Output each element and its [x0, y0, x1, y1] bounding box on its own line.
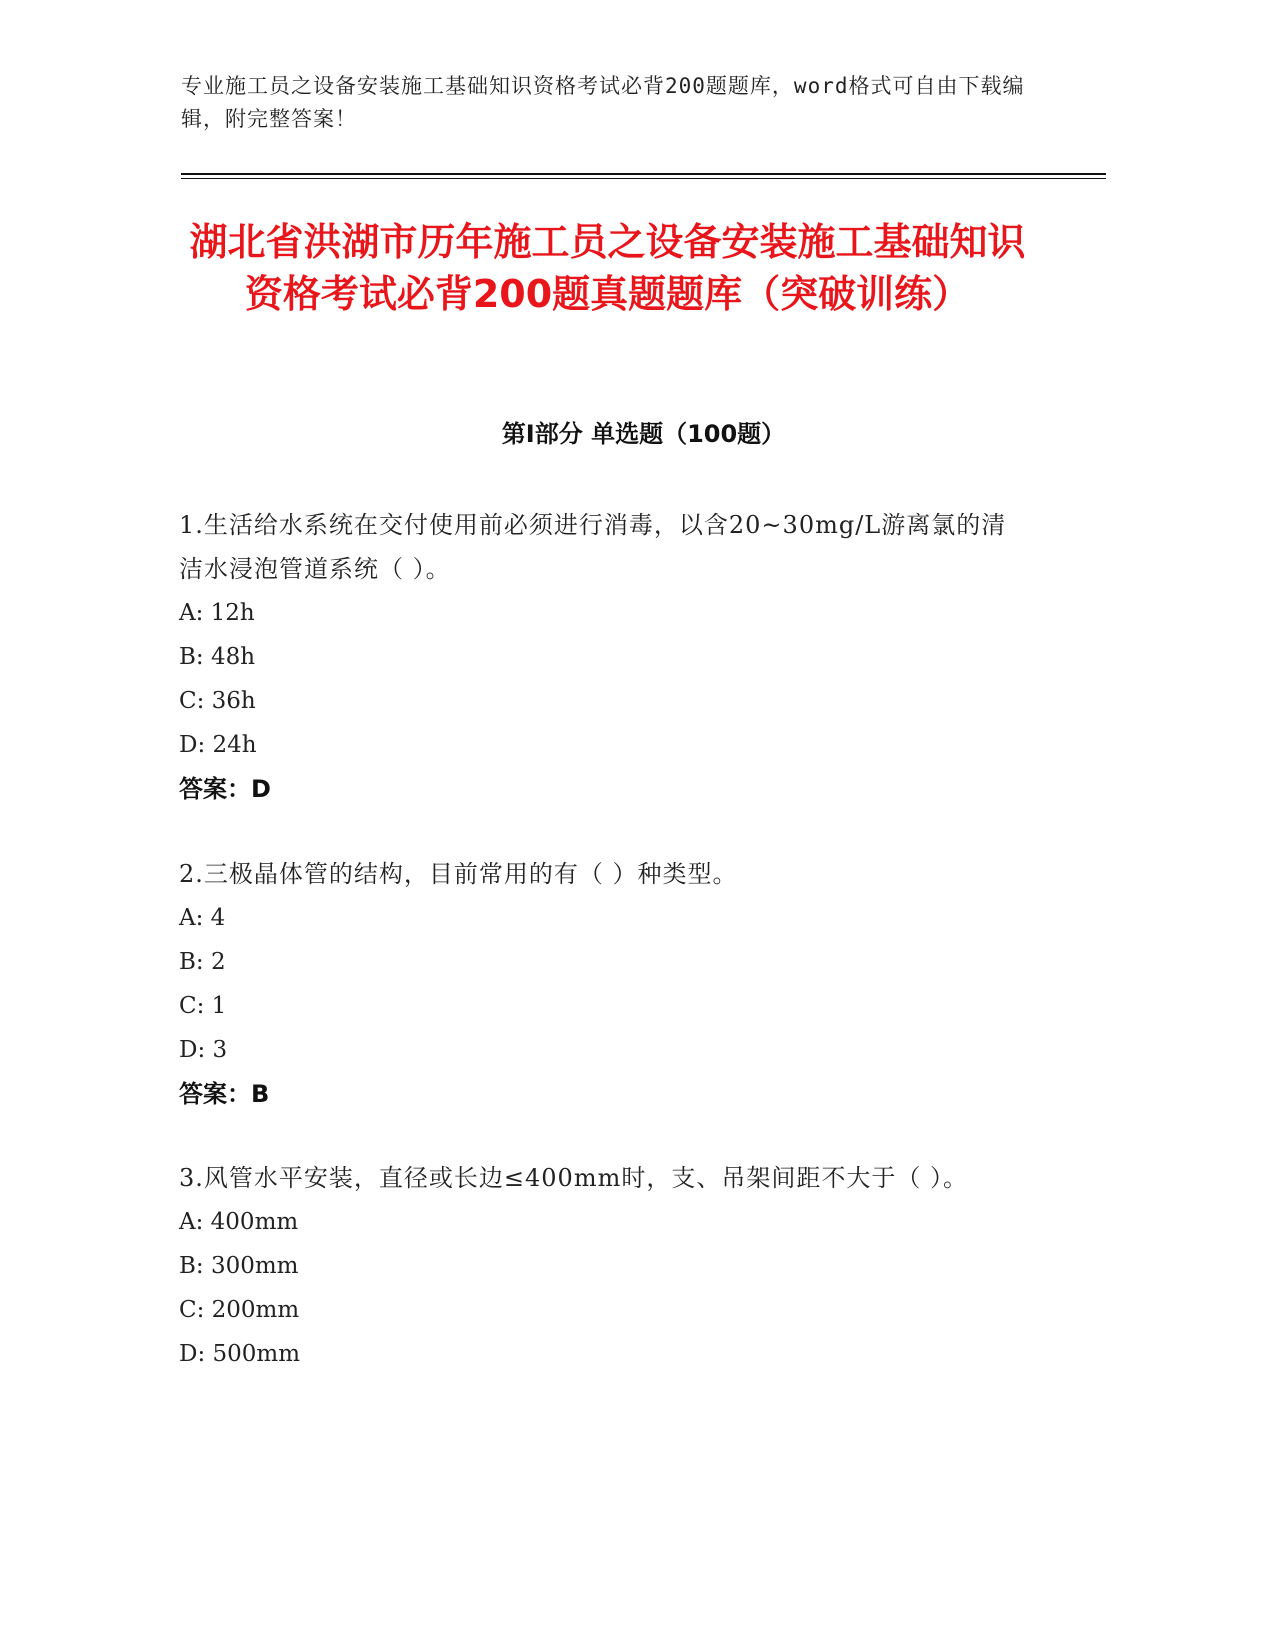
option-d: D: 500mm	[179, 1341, 301, 1367]
option-b: B: 2	[179, 949, 226, 975]
header-divider-thin	[181, 178, 1106, 179]
section-heading: 第Ⅰ部分 单选题（100题）	[501, 420, 786, 448]
document-title: 湖北省洪湖市历年施工员之设备安装施工基础知识资格考试必背200题真题题库（突破训练）	[189, 220, 1026, 316]
option-d: D: 3	[179, 1037, 228, 1063]
question-1	[179, 503, 1029, 811]
option-c: C: 36h	[179, 688, 256, 714]
intro-text: 专业施工员之设备安装施工基础知识资格考试必背200题题库，word格式可自由下载编辑，附完整答案！	[181, 74, 1025, 131]
option-d: D: 24h	[179, 732, 257, 758]
option-a: A: 12h	[179, 600, 255, 626]
option-a: A: 400mm	[179, 1209, 299, 1235]
option-c: C: 1	[179, 993, 227, 1019]
option-b: B: 300mm	[179, 1253, 299, 1279]
question-3	[179, 1156, 1029, 1376]
option-b: B: 48h	[179, 644, 256, 670]
question-2	[179, 852, 1029, 1116]
answer: 答案：B	[179, 1080, 270, 1108]
question-stem: 3.风管水平安装，直径或长边≤400mm时，支、吊架间距不大于（ ）。	[179, 1164, 968, 1192]
question-stem: 2.三极晶体管的结构，目前常用的有（ ）种类型。	[179, 860, 738, 888]
answer: 答案：D	[179, 775, 271, 803]
question-stem: 1.生活给水系统在交付使用前必须进行消毒，以含20~30mg/L游离氯的清洁水浸泡管道系统（ ）。	[179, 511, 1007, 583]
header-divider-thick	[181, 173, 1106, 175]
option-c: C: 200mm	[179, 1297, 300, 1323]
option-a: A: 4	[179, 905, 226, 931]
